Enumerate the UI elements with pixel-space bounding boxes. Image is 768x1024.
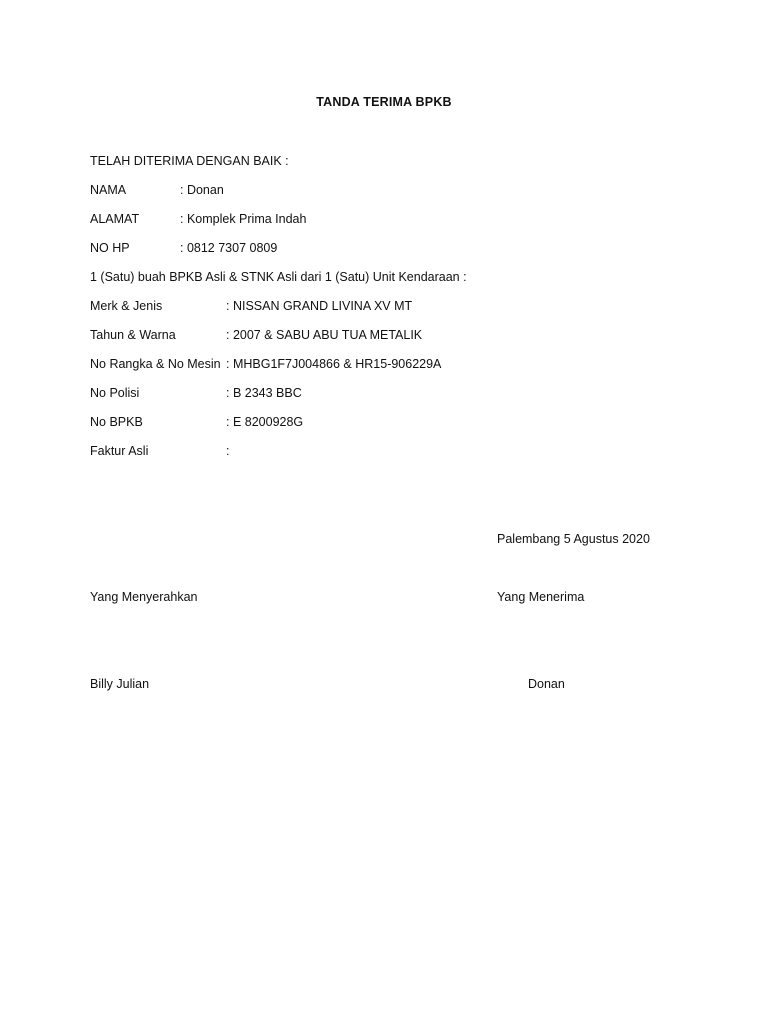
intro-text: TELAH DITERIMA DENGAN BAIK : — [90, 154, 289, 168]
document-title: TANDA TERIMA BPKB — [316, 95, 452, 109]
field-value: : 2007 & SABU ABU TUA METALIK — [226, 328, 423, 342]
field-value: : MHBG1F7J004866 & HR15-906229A — [226, 357, 442, 371]
field-label: NAMA — [90, 183, 127, 197]
field-label: NO HP — [90, 241, 130, 255]
giver-name: Billy Julian — [90, 677, 150, 691]
place-date: Palembang 5 Agustus 2020 — [497, 532, 650, 546]
field-value: : Donan — [180, 183, 224, 197]
giver-role: Yang Menyerahkan — [90, 590, 198, 604]
field-label: No Polisi — [90, 386, 140, 400]
field-label: Merk & Jenis — [90, 299, 163, 313]
field-value: : — [226, 444, 230, 458]
field-label: No Rangka & No Mesin — [90, 357, 221, 371]
receiver-role: Yang Menerima — [497, 590, 585, 604]
vehicle-intro-text: 1 (Satu) buah BPKB Asli & STNK Asli dari 1 (Satu) Unit Kendaraan : — [90, 270, 467, 284]
field-value: : 0812 7307 0809 — [180, 241, 278, 255]
field-label: Faktur Asli — [90, 444, 149, 458]
field-value: : E 8200928G — [226, 415, 304, 429]
field-label: No BPKB — [90, 415, 143, 429]
field-label: ALAMAT — [90, 212, 140, 226]
field-value: : B 2343 BBC — [226, 386, 302, 400]
field-label: Tahun & Warna — [90, 328, 176, 342]
field-value: : Komplek Prima Indah — [180, 212, 307, 226]
receiver-name: Donan — [528, 677, 565, 691]
field-value: : NISSAN GRAND LIVINA XV MT — [226, 299, 413, 313]
